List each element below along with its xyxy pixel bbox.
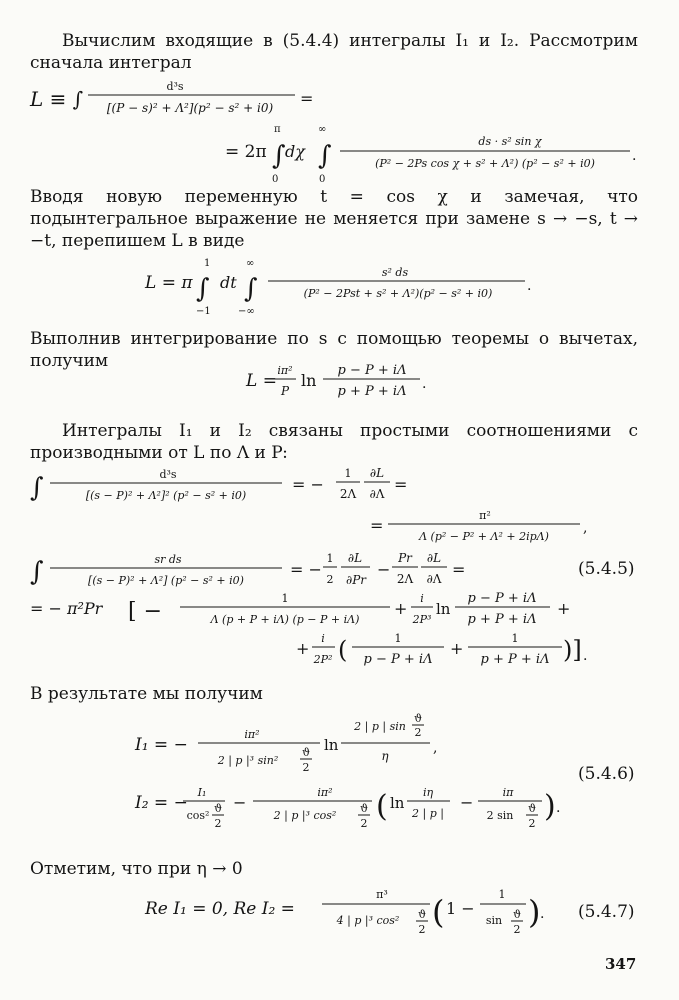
svg-text:−: − — [460, 793, 474, 812]
Re-in-theta: ϑ — [513, 908, 521, 921]
svg-text:): ) — [544, 789, 556, 824]
L-t-upper: 1 — [204, 258, 211, 269]
I2-d-num: iπ — [502, 786, 514, 799]
L-ang-lhs: = 2π — [225, 142, 267, 162]
svg-text:.: . — [422, 376, 427, 392]
equation-Re-I — [20, 880, 660, 940]
svg-text:ln: ln — [436, 600, 451, 618]
L-res-pre-den: P — [280, 384, 290, 398]
equation-derivative-2 — [20, 552, 660, 672]
I2-d-theta: ϑ — [528, 802, 536, 815]
I2-b-two: 2 — [360, 817, 368, 830]
svg-text:(: ( — [376, 789, 388, 824]
svg-text:+: + — [557, 599, 571, 618]
I2-c-num: iη — [422, 786, 434, 799]
integral-sign: ∫ — [272, 141, 286, 171]
svg-text:.: . — [583, 648, 588, 664]
Re-den: 4 | p |³ cos² — [336, 914, 400, 927]
Re-one: 1 − — [446, 899, 475, 918]
I2-c-den: 2 | p | — [412, 807, 444, 820]
svg-text:+: + — [296, 639, 310, 658]
L-def-lhs: L ≡ ∫ — [30, 87, 84, 111]
L-t-lhs: L = π — [145, 273, 193, 293]
svg-text:.: . — [527, 278, 532, 294]
svg-text:.: . — [540, 906, 545, 922]
I1-den: 2 | p |³ sin² — [217, 754, 279, 767]
L-def-den: [(P − s)² + Λ²](p² − s² + i0) — [106, 101, 274, 115]
svg-text:(: ( — [338, 636, 348, 664]
d2-c2-den: 2Λ — [396, 572, 414, 586]
page-number: 347 — [605, 955, 637, 973]
svg-text:−: − — [377, 560, 391, 579]
I2-d-den: 2 sin — [486, 809, 514, 822]
Re-lhs: Re I₁ = 0, Re I₂ = — [145, 899, 295, 919]
equation-I1-I2 — [20, 712, 660, 842]
Re-in-num: 1 — [498, 888, 506, 901]
d1-den: [(s − P)² + Λ²]² (p² − s² + i0) — [85, 489, 247, 502]
d2-d2-num: ∂L — [426, 551, 442, 565]
d2-t3-num: i — [321, 632, 325, 645]
d2-d1-den: ∂Pr — [345, 573, 367, 587]
L-t-lower: −1 — [196, 306, 211, 317]
d2-t3-den: 2P² — [313, 653, 333, 666]
L-ang-upper: π — [274, 124, 281, 135]
I1-num: iπ² — [244, 728, 260, 741]
I1-lhs: I₁ = − — [135, 735, 188, 755]
I2-b-theta: ϑ — [360, 802, 368, 815]
L-ang-num: ds · s² sin χ — [478, 135, 542, 148]
I2-lhs: I₂ = − — [135, 793, 188, 813]
L-ang-dchi: dχ — [285, 142, 305, 161]
d2-t3-a-num: 1 — [394, 632, 402, 645]
L-t-dt: dt — [220, 273, 237, 292]
L-ang-lower: 0 — [272, 174, 279, 185]
d2-d2-den: ∂Λ — [426, 572, 442, 586]
equation-number-545: (5.4.5) — [578, 559, 635, 579]
L-t-den: (P² − 2Pst + s² + Λ²)(p² − s² + i0) — [303, 287, 493, 300]
paragraph-result: В результате мы получим — [30, 684, 263, 704]
d2-t2-den2: p + P + iΛ — [467, 612, 537, 627]
svg-text:,: , — [583, 520, 588, 536]
d2-t1-num: 1 — [281, 592, 289, 605]
d1-c-num: 1 — [344, 467, 352, 480]
svg-text:=: = — [370, 516, 384, 535]
svg-text:): ) — [528, 893, 541, 931]
L-res-num: p − P + iΛ — [337, 363, 407, 378]
d2-line2-pre: = − π²Pr — [30, 599, 103, 618]
svg-text:=: = — [394, 475, 408, 494]
equation-L-definition — [20, 80, 660, 185]
d2-d1-num: ∂L — [347, 551, 363, 565]
d1-eq: = − — [292, 475, 324, 494]
Re-in-den: sin — [485, 914, 503, 927]
L-def-eq: = — [300, 89, 314, 108]
I1-ln-num: 2 | p | sin — [354, 720, 406, 733]
svg-text:.: . — [556, 800, 561, 816]
d1-res-num: π² — [479, 509, 491, 522]
svg-text:+: + — [394, 599, 408, 618]
L-def-num: d³s — [166, 80, 184, 93]
svg-text:,: , — [433, 740, 438, 756]
L-ang-den: (P² − 2Ps cos χ + s² + Λ²) (p² − s² + i0) — [375, 157, 595, 170]
d2-c1-num: 1 — [326, 552, 334, 565]
L-ang-lower2: 0 — [319, 174, 326, 185]
I2-a-num: I₁ — [197, 786, 207, 799]
svg-text:+: + — [450, 639, 464, 658]
d2-t3-a-den: p − P + iΛ — [363, 652, 433, 667]
d2-c1-den: 2 — [326, 573, 334, 586]
integral-sign-4: ∫ — [244, 274, 258, 304]
integral-sign-3: ∫ — [196, 274, 210, 304]
d1-dnum: ∂L — [369, 466, 385, 480]
svg-text:(: ( — [432, 893, 445, 931]
d2-t1-den: Λ (p + P + iΛ) (p − P + iΛ) — [210, 613, 360, 626]
L-ang-upper2: ∞ — [318, 124, 327, 135]
d2-t2-den: 2P³ — [412, 613, 432, 626]
svg-text:ln: ln — [390, 794, 405, 812]
paragraph-residue: Выполнив интегрирование по s с помощью теоремы о вычетах, получим — [30, 329, 638, 371]
I1-den-theta: ϑ — [302, 746, 310, 759]
d1-res-den: Λ (p² − P² + Λ² + 2ipΛ) — [419, 530, 549, 543]
L-t-upper2: ∞ — [246, 258, 255, 269]
I2-d-two: 2 — [528, 817, 536, 830]
equation-number-546: (5.4.6) — [578, 764, 635, 784]
d2-den: [(s − P)² + Λ²] (p² − s² + i0) — [88, 574, 244, 587]
d2-t3-b-num: 1 — [511, 632, 519, 645]
d2-c2-num: Pr — [398, 551, 412, 565]
svg-text:[ −: [ − — [128, 599, 163, 624]
I2-a-two: 2 — [214, 817, 222, 830]
Re-den-theta: ϑ — [418, 908, 426, 921]
d1-c-den: 2Λ — [339, 487, 357, 501]
Re-den-two: 2 — [418, 923, 426, 936]
Re-in-two: 2 — [513, 923, 521, 936]
integral-sign-2: ∫ — [318, 141, 332, 171]
equation-number-547: (5.4.7) — [578, 902, 635, 922]
svg-text:.: . — [632, 148, 637, 164]
I2-b-num: iπ² — [317, 786, 333, 799]
I1-den-two: 2 — [302, 761, 310, 774]
paragraph-intro: Вычислим входящие в (5.4.4) интегралы I₁ и I₂. Рассмотрим сначала интеграл — [30, 31, 638, 73]
paragraph-derivatives: Интегралы I₁ и I₂ связаны простыми соотношениями с производными от L по Λ и P: — [30, 421, 638, 463]
L-res-lhs: L = — [246, 371, 277, 391]
L-t-lower2: −∞ — [238, 306, 255, 317]
Re-num: π³ — [376, 888, 388, 901]
I1-ln-two: 2 — [414, 726, 422, 739]
equation-L-t — [20, 252, 660, 316]
d2-t2-num2: p − P + iΛ — [467, 591, 537, 606]
paragraph-substitution: Вводя новую переменную t = cos χ и замечая, что подынтегральное выражение не меняется при замене s → −s, t → −t, перепишем L в виде — [30, 187, 638, 251]
equation-L-result — [20, 362, 660, 402]
I2-a-den: cos² — [186, 809, 210, 822]
paragraph-limit: Отметим, что при η → 0 — [30, 859, 243, 879]
d2-eq: = − — [290, 560, 322, 579]
equation-derivative-1 — [20, 466, 660, 546]
L-t-num: s² ds — [381, 266, 409, 279]
I2-a-theta: ϑ — [214, 802, 222, 815]
svg-text:)]: )] — [563, 636, 582, 664]
svg-text:−: − — [233, 793, 247, 812]
L-res-ln: ln — [301, 371, 317, 390]
integral-sign-5: ∫ — [30, 473, 44, 503]
I2-b-den: 2 | p |³ cos² — [273, 809, 337, 822]
d1-num: d³s — [159, 468, 177, 481]
integral-sign-6: ∫ — [30, 557, 44, 587]
I1-ln-den: η — [381, 749, 389, 763]
svg-text:ln: ln — [324, 736, 339, 754]
I1-ln-theta: ϑ — [414, 712, 422, 725]
d2-t2-num: i — [420, 592, 424, 605]
d2-num: sr ds — [154, 553, 182, 566]
d1-dden: ∂Λ — [369, 487, 385, 501]
L-res-pre-num: iπ² — [277, 364, 293, 377]
L-res-den: p + P + iΛ — [337, 384, 407, 399]
svg-text:=: = — [452, 560, 466, 579]
d2-t3-b-den: p + P + iΛ — [480, 652, 550, 667]
